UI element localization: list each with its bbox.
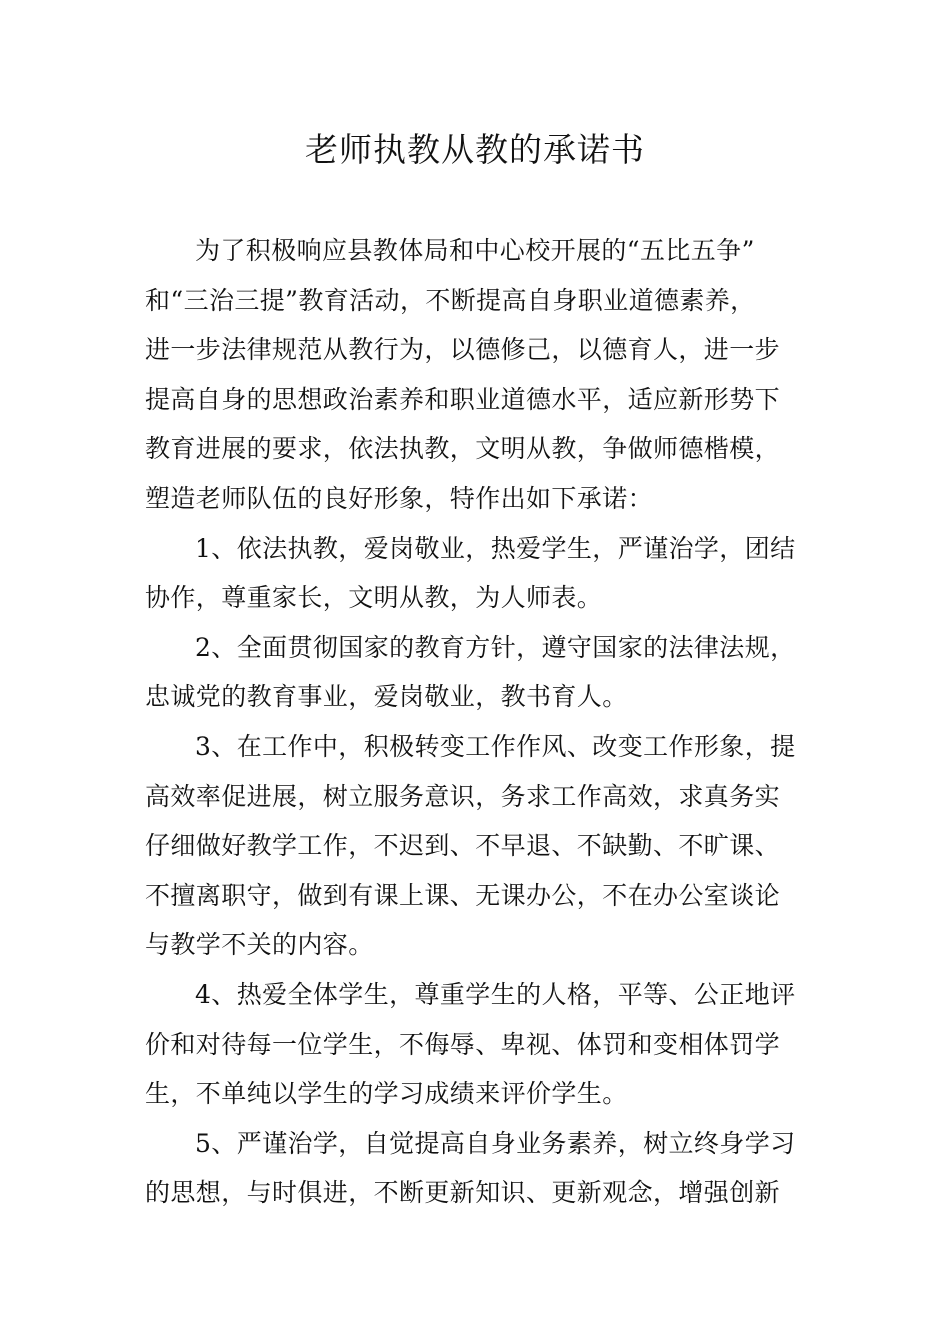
document-body: [145, 226, 807, 1218]
paragraph-item-2: 2、全面贯彻国家的教育方针，遵守国家的法律法规， 忠诚党的教育事业，爱岗敬业，教书育人。: [145, 632, 796, 712]
paragraph-item-3: 3、在工作中，积极转变工作作风、改变工作形象，提 高效率促进展，树立服务意识，务求工作高效，求真务实 仔细做好教学工作，不迟到、不早退、不缺勤、不旷课、 不擅离职守，做到有课上课、无课办公，不在办公室谈论 与教学不关的内容。: [145, 731, 796, 960]
paragraph-item-5: 5、严谨治学，自觉提高自身业务素养，树立终身学习 的思想，与时俱进，不断更新知识、更新观念，增强创新: [145, 1128, 796, 1208]
paragraph-item-1: 1、依法执教，爱岗敬业，热爱学生，严谨治学，团结 协作，尊重家长，文明从教，为人师表。: [145, 533, 796, 613]
document-title: 老师执教从教的承诺书: [305, 130, 645, 169]
paragraph-item-4: 4、热爱全体学生，尊重学生的人格，平等、公正地评 价和对待每一位学生，不侮辱、卑视、体罚和变相体罚学 生，不单纯以学生的学习成绩来评价学生。: [145, 979, 796, 1109]
paragraph-intro: 为了积极响应县教体局和中心校开展的“五比五争” 和“三治三提”教育活动，不断提高自身职业道德素养， 进一步法律规范从教行为，以德修己，以德育人，进一步 提高自身的思想政治素养和职业道德水平，适应新形势下 教育进展的要求，依法执教，文明从教，争做师德楷模， 塑造老师队伍的良好形象，特作出如下承诺：: [145, 236, 781, 513]
